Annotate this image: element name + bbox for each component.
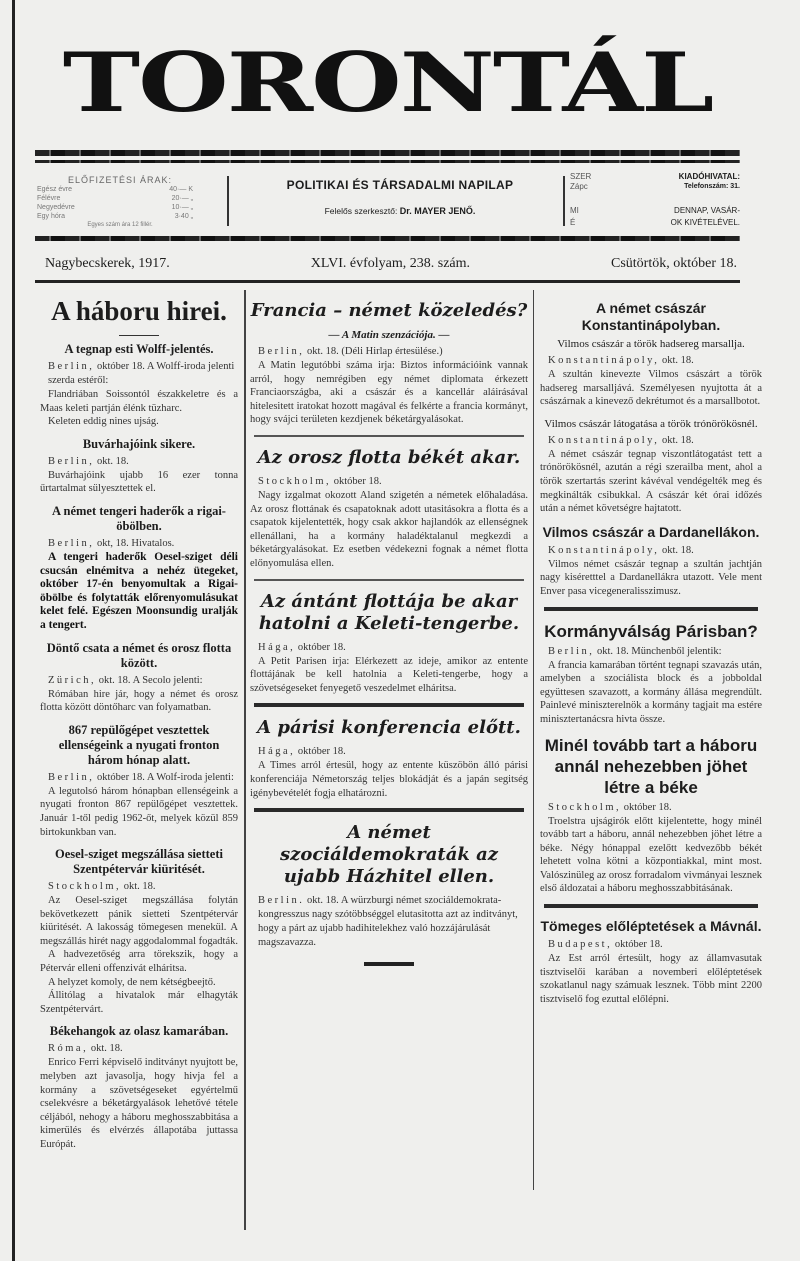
tagline: POLITIKAI ÉS TÁRSADALMI NAPILAP — [286, 178, 514, 192]
prices-heading: ELŐFIZETÉSI ÁRAK: — [67, 175, 173, 185]
price-row — [35, 185, 205, 194]
article-title: 867 repülőgépet vesztettek ellenségeink a nyugati fronton három hónap alatt. — [58, 722, 220, 767]
dateline-place: Zürich, — [48, 674, 97, 686]
dateline-place: Berlin, — [48, 771, 95, 783]
dateline-text: okt. 18. — [90, 1043, 123, 1055]
article — [40, 1024, 238, 1151]
article — [540, 621, 762, 727]
article-paragraph: A német császár tegnap viszontlátogatást tett a trónörökösnél, azután a régi szerailba ment, ahol a török szertartás szerint kávéval vendégelték meg és megkinálták csibukkal. A császár két órai időzés után a német követségre hajtatott. — [540, 448, 762, 515]
article-paragraph: Az Est arról értesült, hogy az államvasutak tisztviselői karában a novemberi előléptetések szokatlanul nagy számuak lesznek. Több mint 2200 tisztviselő fog ezuttal előlépni. — [540, 953, 762, 1005]
price-row — [35, 203, 205, 212]
article-paragraph: A tengeri haderők Oesel-sziget déli csucsán elnémitva a nehéz ütegeket, október 17-én benyomultak a Rigai-öbölbe és folytatták előrenyomulásukat kelet felé. Egészen Moonsundig uralják a tengert. — [40, 550, 238, 631]
dateline-place: Róma, — [48, 1043, 89, 1055]
article-paragraph: A Times arról értesül, hogy az entente küszöbön álló párisi konferenciája Németország teljes blokádját és a japán segitség igénybevételét fogja elhatározni. — [250, 760, 528, 799]
dateline-text: okt. 18. — [97, 455, 129, 467]
article-dateline — [540, 434, 762, 448]
price-row — [35, 194, 205, 203]
dateline-text: okt. 18. — [661, 544, 694, 556]
section-rule — [254, 703, 524, 707]
article-dateline — [250, 745, 528, 759]
editor-line — [235, 206, 565, 216]
dateline-date: Csütörtök, október 18. — [611, 256, 737, 271]
dateline-place: Berlin, — [48, 537, 95, 549]
article-title: A német tengeri haderők a rigai-öbölben. — [52, 503, 226, 533]
dateline-text: október 18. — [614, 939, 663, 951]
subscription-prices — [35, 176, 205, 230]
article-dateline — [540, 645, 762, 659]
section-heading: A háboru hirei. — [51, 296, 227, 326]
divider — [227, 176, 229, 226]
dateline-place: Berlin, — [48, 455, 95, 467]
office-hours: OK KIVÉTELÉVEL. — [670, 218, 740, 227]
dateline-text: okt. 18. (Déli Hirlap értesülése.) — [307, 346, 443, 357]
article-dateline — [40, 537, 238, 551]
office-fragment: SZER — [570, 172, 592, 181]
article-paragraph: Troelstra ujságirók előtt kijelentette, hogy minél tovább tart a háboru, annál nehezebben jöhet létre a béke. Négy hónappal ezelőtt kedvezőbb békét lehetett volna kötni a központiakkal, mint most. Valószinüleg az orosz forradalom vivmányai lesznek első áldozatai a háboru meghosszabbitásának. — [540, 815, 762, 895]
article-paragraph: Rómában hire jár, hogy a német és orosz flotta között döntőharc van folyamatban. — [40, 688, 238, 714]
article — [40, 504, 238, 633]
article-title: Az ántánt flottája be akar hatolni a Keleti-tengerbe. — [258, 590, 520, 634]
article-title: Buvárhajóink sikere. — [82, 436, 196, 451]
article — [40, 342, 238, 429]
end-bar — [364, 962, 414, 966]
info-rule — [35, 236, 740, 241]
office-heading: KIADÓHIVATAL: — [678, 172, 740, 181]
price-label: Egy hóra — [37, 213, 66, 220]
article-paragraph: A legutolsó három hónapban ellenségeink a nyugati fronton 867 repülőgépet vesztettek. Január 1-től pedig 1962-őt, melyek közül 859 birtokunkban van. — [40, 785, 238, 838]
column-divider — [533, 290, 534, 1190]
divider — [563, 176, 565, 226]
article — [540, 524, 762, 599]
dateline-place: Berlin, — [548, 645, 595, 657]
dateline-rule — [35, 280, 740, 283]
office-fragment: É — [570, 218, 576, 227]
article-title: Francia – német közeledés? — [250, 300, 528, 321]
dateline-place: Hága, — [258, 746, 296, 758]
article-paragraph: A Matin legutóbbi száma irja: Biztos információink vannak arról, hogy nemrégiben egy német diplomata érkezett Franciaországba, aki a császár és a kancellár aláirásával hitelesitett iratokat hozott magával és felkérte a francia kormányt, hogy svájci területen kezdjenek béketárgyalásokat. — [250, 360, 528, 426]
office-fragment: MI — [570, 206, 579, 215]
dateline-place: Stockholm, — [258, 475, 332, 487]
dateline-place: Berlin. — [258, 895, 305, 907]
price-label: Félévre — [37, 195, 61, 202]
article-subtitle: Vilmos császár a török hadsereg marsallja. — [557, 338, 745, 350]
center-info — [235, 178, 565, 216]
dateline-issue: XLVI. évfolyam, 238. szám. — [310, 256, 471, 271]
price-value: 40·— K — [169, 186, 193, 193]
article-paragraph: A hadvezetőség arra törekszik, hogy a Pétervár elleni offenzivát elháritsa. — [40, 949, 238, 975]
article-paragraph: A francia kamarában történt tegnapi szavazás után, amelyben a szociálista block és a jobboldal együttesen szavazott, a kormány állása megrendült. Painlevé miniszterelnök a kormány tagjait ma estére minisztertanácsra hivta össze. — [540, 659, 762, 725]
masthead-rule — [35, 150, 740, 156]
article-title: Minél tovább tart a háboru annál nehezebben jöhet létre a béke — [544, 735, 758, 797]
dateline-place: Konstantinápoly, — [548, 355, 660, 366]
article-dateline — [250, 894, 528, 950]
price-value: 3·40 „ — [174, 213, 193, 220]
section-rule — [544, 607, 758, 611]
article — [40, 437, 238, 496]
office-hours: DENNAP, VASÁR- — [674, 206, 740, 215]
article-paragraph: Enrico Ferri képviselő inditványt nyujtott be, melyben azt javasolja, hogy hivja fel a kormány a szövetségeseket egyértelmű cselekvésre a béketárgyalások lehetővé tétele céljából, nehogy a háboru meghosszabbitása a kimerülés és elvérzés állapotába juttassa Európát. — [40, 1057, 238, 1150]
article — [250, 717, 528, 800]
article-paragraph: A helyzet komoly, de nem kétségbeejtő. — [48, 976, 216, 988]
article-paragraph: A szultán kinevezte Vilmos császárt a török hadsereg marsalljává. Személyesen nyujtotta át a császárnak a kinevező dekrétumot és a marsallbotot. — [540, 369, 762, 408]
info-bar — [35, 170, 740, 236]
masthead-rule — [35, 160, 740, 163]
article-paragraph: Flandriában Soissontól északkeletre és a Maas keleti partján élénk tüzharc. — [40, 389, 238, 414]
page-edge-rule — [12, 0, 15, 1261]
section-rule — [254, 808, 524, 812]
column-3 — [540, 296, 762, 1014]
article — [40, 847, 238, 1016]
column-divider — [244, 290, 246, 1230]
dateline-place: Stockholm, — [548, 801, 622, 813]
article-dateline — [540, 801, 762, 815]
dateline-place: Hága, — [258, 641, 296, 653]
price-label: Egész évre — [37, 186, 73, 193]
dateline-text: okt. 18. — [661, 355, 694, 366]
article-title: Tömeges előléptetések a Mávnál. — [540, 918, 762, 935]
article-paragraph: Keleten eddig nines ujság. — [48, 416, 159, 428]
article-title: Az orosz flotta békét akar. — [257, 446, 521, 468]
section-rule — [544, 904, 758, 908]
article-dateline — [250, 345, 528, 359]
article-dateline — [540, 938, 762, 952]
article-title: Vilmos császár a Dardanellákon. — [542, 523, 760, 540]
article-title: Kormányválság Párisban? — [544, 621, 758, 641]
dateline-text: október 18. — [297, 641, 346, 653]
dateline-place: Berlin, — [258, 346, 305, 357]
dateline-text: október 18. A Wolf-iroda jelenti: — [97, 771, 234, 783]
article-dateline — [250, 475, 528, 489]
article — [540, 918, 762, 1006]
dateline-place: Konstantinápoly, — [548, 544, 660, 556]
dateline-place: Stockholm, — [48, 881, 122, 893]
office-phone: Telefonszám: 31. — [684, 183, 740, 190]
section-rule — [254, 435, 524, 437]
article-title: A tegnap esti Wolff-jelentés. — [64, 342, 214, 356]
article-title: Oesel-sziget megszállása sietteti Szentpétervár kiüritését. — [55, 847, 223, 877]
dateline-text: október 18. — [623, 801, 672, 813]
dateline-text: október 18. — [333, 475, 382, 487]
article-paragraph: Állitólag a hivatalok már elhagyták Szentpétervárt. — [40, 990, 238, 1015]
dateline-place: Konstantinápoly, — [548, 434, 660, 446]
dateline-text: okt. 18. Münchenből jelentik: — [597, 645, 722, 657]
dateline-text: okt, 18. Hivatalos. — [97, 537, 175, 549]
price-row — [35, 212, 205, 221]
article-dateline — [40, 455, 238, 469]
article-title: A párisi konferencia előtt. — [257, 717, 521, 739]
dateline-place: Berlin, — [48, 361, 95, 372]
dateline-text: október 18. — [297, 746, 346, 758]
price-value: 10·— „ — [171, 204, 193, 211]
article-paragraph: A Petit Parisen irja: Elérkezett az ideje, amikor az entente flottájának be kell hatolnia a Keleti-tengerbe, hogy a szövetségeseket fenyegető veszedelmet elháritsa. — [250, 655, 528, 694]
dateline-text: okt. 18. — [123, 881, 156, 893]
article — [540, 735, 762, 897]
article-title: Békehangok az olasz kamarában. — [49, 1024, 229, 1039]
article — [540, 300, 762, 409]
dateline-place: Budapest, — [548, 939, 613, 951]
article-title: A német szociáldemokraták az ujabb Házhitel ellen. — [280, 822, 498, 888]
divider — [119, 335, 159, 336]
editor-name: Dr. MAYER JENŐ. — [399, 206, 476, 216]
prices-footer: Egyes szám ára 12 fillér. — [87, 222, 153, 228]
article — [250, 591, 528, 696]
article — [540, 417, 762, 516]
article-dateline — [40, 880, 238, 894]
article-dateline — [540, 354, 762, 368]
dateline-text: okt. 18. A würzburgi német szociáldemokrata-kongresszus nagy szótöbbséggel elutasitotta azt az inditványt, hogy a párt az ujabb hadihitelekhez való hozzájárulását magszavazza. — [258, 895, 518, 949]
article-paragraph: Vilmos német császár tegnap a szultán jachtján nagy kiséretttel a Dardanellákra utazott. Vele ment Enver pasa vicegeneralisszimusz. — [540, 558, 762, 597]
article-paragraph: Az Oesel-sziget megszállása folytán bekövetkezett pánik sietteti Szentpétervár kiüritését. A lakosság tömegesen menekül. A megszállás hirét nagy aggodalommal fogadták. — [40, 895, 238, 947]
price-value: 20·— „ — [171, 195, 193, 202]
article-subtitle: Vilmos császár látogatása a török trónörökösnél. — [544, 417, 758, 430]
dateline-text: október 18. A Wolff-iroda jelenti szerda estéről: — [48, 361, 235, 386]
article-dateline — [40, 1042, 238, 1056]
article — [250, 447, 528, 571]
editor-label: Felelős szerkesztő: — [324, 206, 398, 216]
article-dateline — [250, 641, 528, 655]
article — [250, 822, 528, 950]
article-dateline — [40, 771, 238, 785]
article-dateline — [40, 360, 238, 388]
office-fragment: Zápc — [570, 182, 588, 191]
dateline — [45, 256, 737, 272]
dateline-place: Nagybecskerek, 1917. — [45, 256, 170, 271]
article-subtitle: — A Matin szenzációja. — — [328, 329, 450, 341]
dateline-text: okt. 18. A Secolo jelenti: — [98, 674, 203, 686]
dateline-text: okt. 18. — [661, 434, 694, 446]
price-label: Negyedévre — [37, 204, 75, 211]
article-title: A német császár Konstantinápolyban. — [581, 300, 721, 333]
section-rule — [254, 579, 524, 581]
article-paragraph: Buvárhajóink ujabb 16 ezer tonna űrtartalmat sülyesztettek el. — [40, 469, 238, 495]
article — [40, 723, 238, 839]
column-1 — [40, 296, 238, 1160]
article-paragraph: Nagy izgalmat okozott Aland szigetén a németek előhaladása. Az orosz flottának és csapatoknak adott utasitásokra a flotta és a csapatok kijelentették, hogy csak akkor hajlandók az ellenségnek ellenállani, ha a kormány haladéktalanul megkezdi a béketárgyalásokat. Ez esetben védekezni fognak a német flotta előnyomulása ellen. — [250, 489, 528, 569]
article — [40, 641, 238, 715]
article-dateline — [40, 674, 238, 688]
article-title: Döntő csata a német és orosz flotta között. — [46, 640, 232, 670]
article-dateline — [540, 544, 762, 558]
masthead-title: TORONTÁL — [62, 34, 713, 131]
column-2 — [250, 296, 528, 978]
article — [250, 300, 528, 427]
